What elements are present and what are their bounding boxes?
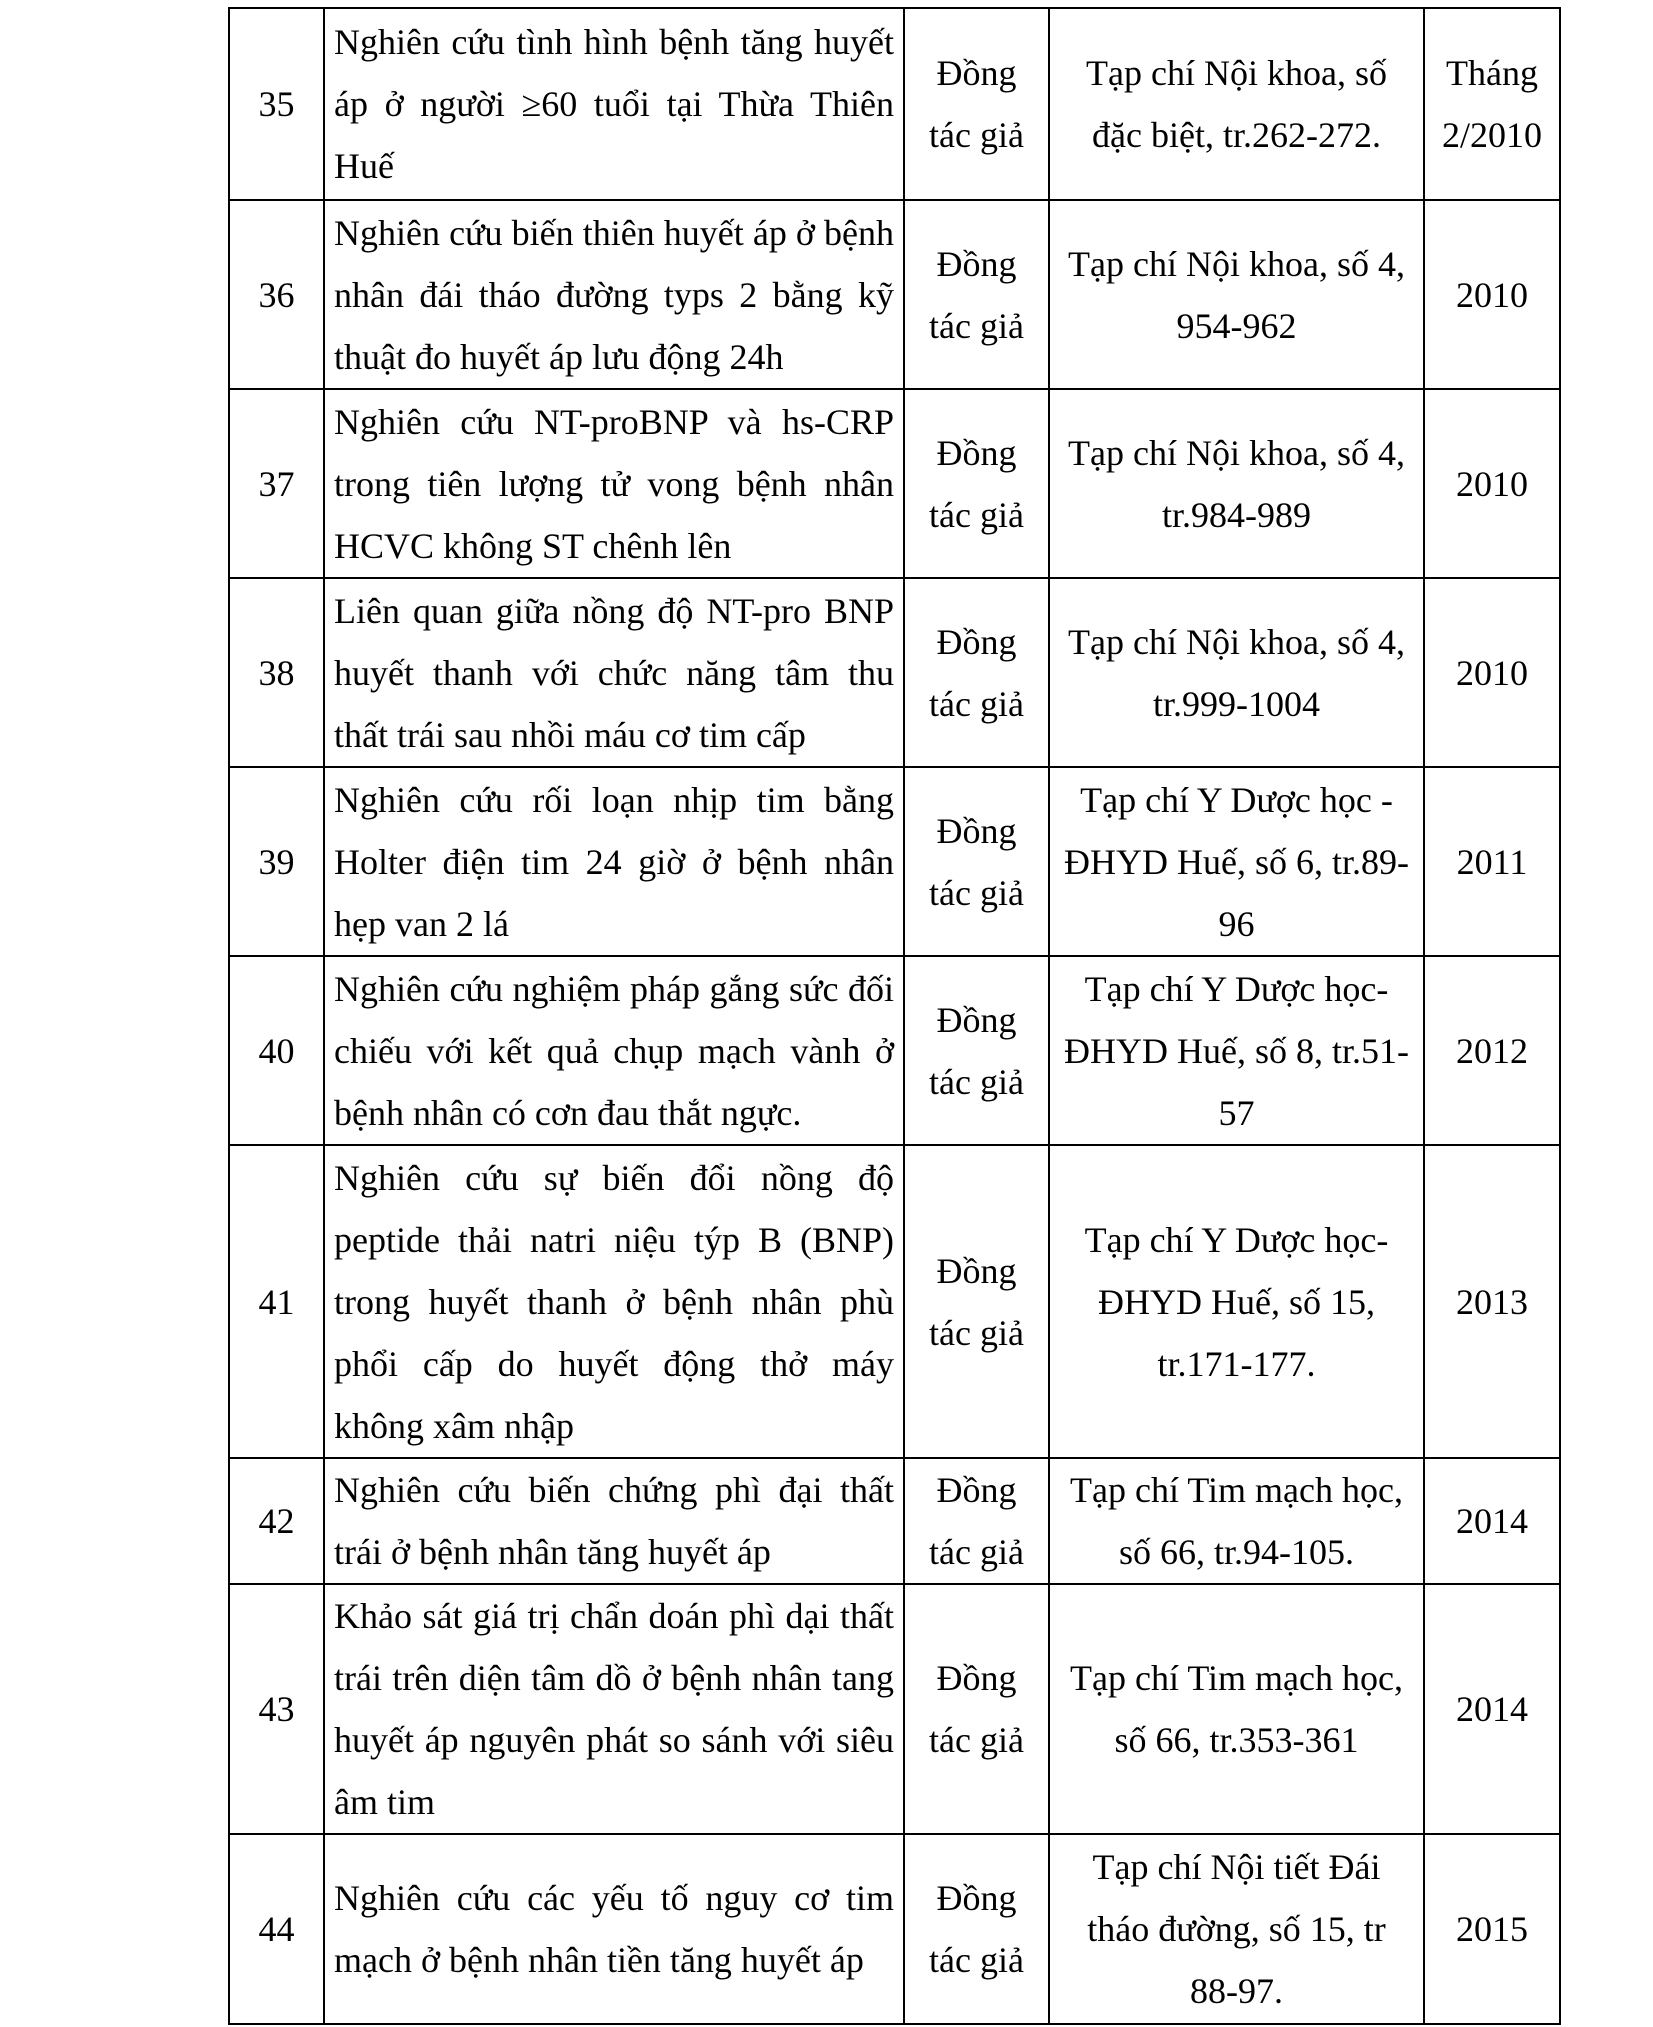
table-row bbox=[229, 956, 1560, 1145]
author-role: Đồng tác giả bbox=[904, 956, 1049, 1145]
author-role: Đồng tác giả bbox=[904, 767, 1049, 956]
author-role: Đồng tác giả bbox=[904, 200, 1049, 389]
author-role: Đồng tác giả bbox=[904, 8, 1049, 200]
publication-year: 2014 bbox=[1424, 1458, 1560, 1584]
table-row bbox=[229, 1584, 1560, 1834]
article-title: Nghiên cứu tình hình bệnh tăng huyết áp ở người ≥60 tuổi tại Thừa Thiên Huế bbox=[324, 8, 904, 200]
table-row bbox=[229, 200, 1560, 389]
publication-year: 2011 bbox=[1424, 767, 1560, 956]
row-number: 38 bbox=[229, 578, 324, 767]
publications-table bbox=[228, 7, 1561, 2025]
journal-reference: Tạp chí Nội khoa, số 4, tr.999-1004 bbox=[1049, 578, 1424, 767]
publication-year: 2010 bbox=[1424, 389, 1560, 578]
journal-reference: Tạp chí Nội tiết Đái tháo đường, số 15, tr 88-97. bbox=[1049, 1834, 1424, 2024]
article-title: Nghiên cứu nghiệm pháp gắng sức đối chiếu với kết quả chụp mạch vành ở bệnh nhân có cơn đau thắt ngực. bbox=[324, 956, 904, 1145]
table-row bbox=[229, 578, 1560, 767]
author-role: Đồng tác giả bbox=[904, 1458, 1049, 1584]
journal-reference: Tạp chí Nội khoa, số đặc biệt, tr.262-272. bbox=[1049, 8, 1424, 200]
article-title: Nghiên cứu sự biến đổi nồng độ peptide thải natri niệu týp B (BNP) trong huyết thanh ở bệnh nhân phù phổi cấp do huyết động thở máy không xâm nhập bbox=[324, 1145, 904, 1458]
author-role: Đồng tác giả bbox=[904, 389, 1049, 578]
row-number: 43 bbox=[229, 1584, 324, 1834]
article-title: Liên quan giữa nồng độ NT-pro BNP huyết thanh với chức năng tâm thu thất trái sau nhồi máu cơ tim cấp bbox=[324, 578, 904, 767]
table-row bbox=[229, 1458, 1560, 1584]
journal-reference: Tạp chí Nội khoa, số 4, 954-962 bbox=[1049, 200, 1424, 389]
row-number: 44 bbox=[229, 1834, 324, 2024]
journal-reference: Tạp chí Y Dược học-ĐHYD Huế, số 15, tr.171-177. bbox=[1049, 1145, 1424, 1458]
author-role: Đồng tác giả bbox=[904, 1834, 1049, 2024]
row-number: 41 bbox=[229, 1145, 324, 1458]
journal-reference: Tạp chí Y Dược học - ĐHYD Huế, số 6, tr.89-96 bbox=[1049, 767, 1424, 956]
row-number: 37 bbox=[229, 389, 324, 578]
author-role: Đồng tác giả bbox=[904, 578, 1049, 767]
row-number: 42 bbox=[229, 1458, 324, 1584]
publication-year: Tháng 2/2010 bbox=[1424, 8, 1560, 200]
publication-year: 2013 bbox=[1424, 1145, 1560, 1458]
publication-year: 2012 bbox=[1424, 956, 1560, 1145]
author-role: Đồng tác giả bbox=[904, 1584, 1049, 1834]
article-title: Nghiên cứu biến chứng phì đại thất trái ở bệnh nhân tăng huyết áp bbox=[324, 1458, 904, 1584]
article-title: Nghiên cứu NT-proBNP và hs-CRP trong tiên lượng tử vong bệnh nhân HCVC không ST chênh lên bbox=[324, 389, 904, 578]
publication-year: 2015 bbox=[1424, 1834, 1560, 2024]
author-role: Đồng tác giả bbox=[904, 1145, 1049, 1458]
article-title: Nghiên cứu các yếu tố nguy cơ tim mạch ở bệnh nhân tiền tăng huyết áp bbox=[324, 1834, 904, 2024]
row-number: 36 bbox=[229, 200, 324, 389]
journal-reference: Tạp chí Tim mạch học, số 66, tr.94-105. bbox=[1049, 1458, 1424, 1584]
publication-year: 2014 bbox=[1424, 1584, 1560, 1834]
table-row bbox=[229, 389, 1560, 578]
row-number: 35 bbox=[229, 8, 324, 200]
journal-reference: Tạp chí Y Dược học-ĐHYD Huế, số 8, tr.51-57 bbox=[1049, 956, 1424, 1145]
table-row bbox=[229, 1145, 1560, 1458]
row-number: 39 bbox=[229, 767, 324, 956]
publication-year: 2010 bbox=[1424, 200, 1560, 389]
article-title: Nghiên cứu rối loạn nhịp tim bằng Holter điện tim 24 giờ ở bệnh nhân hẹp van 2 lá bbox=[324, 767, 904, 956]
row-number: 40 bbox=[229, 956, 324, 1145]
table-row bbox=[229, 767, 1560, 956]
table-row bbox=[229, 8, 1560, 200]
journal-reference: Tạp chí Tim mạch học, số 66, tr.353-361 bbox=[1049, 1584, 1424, 1834]
publication-year: 2010 bbox=[1424, 578, 1560, 767]
table-row bbox=[229, 1834, 1560, 2024]
article-title: Khảo sát giá trị chẩn doán phì dại thất trái trên diện tâm dồ ở bệnh nhân tang huyết áp nguyên phát so sánh với siêu âm tim bbox=[324, 1584, 904, 1834]
article-title: Nghiên cứu biến thiên huyết áp ở bệnh nhân đái tháo đường typs 2 bằng kỹ thuật đo huyết áp lưu động 24h bbox=[324, 200, 904, 389]
journal-reference: Tạp chí Nội khoa, số 4, tr.984-989 bbox=[1049, 389, 1424, 578]
